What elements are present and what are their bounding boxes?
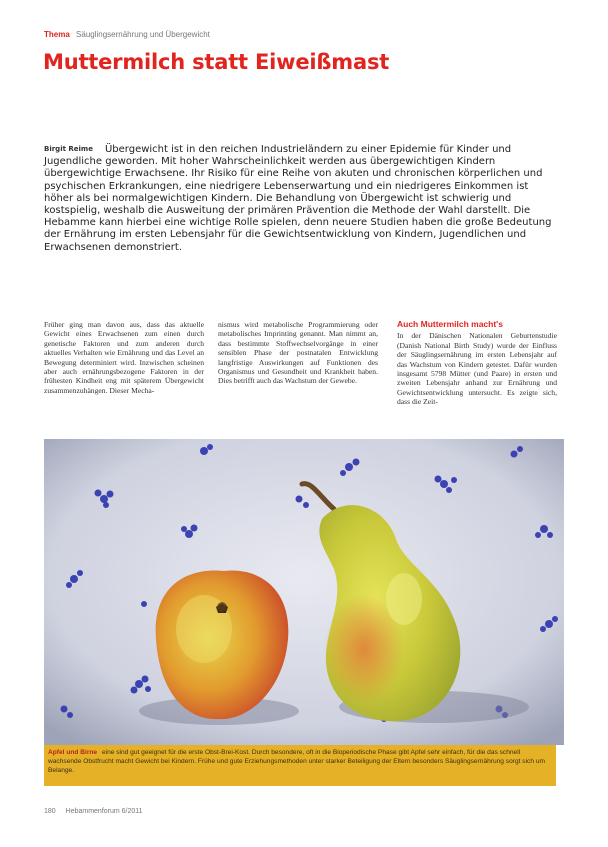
fruit-photo (44, 439, 564, 745)
lead-text: Übergewicht ist in den reichen Industrieländern zu einer Epidemie für Kinder und Jugendliche geworden. Mit hoher Wahrscheinlichkeit werden aus übergewichtigen Kindern übergewichtige Erwachsene. Ihr Risiko für eine Reihe von akuten und chronischen körperlichen und psychischen Erkrankungen, eine niedrigere Lebenserwartung und ein niedrigeres Einkommen ist höher als bei normalgewichtigen Kindern. Die Behandlung von Übergewicht ist schwierig und kostspielig, weshalb die Ausweitung der primären Prävention die Methode der Wahl darstellt. Die Hebamme kann hierbei eine wichtige Rolle spielen, denn neuere Studien haben die große Bedeutung der Ernährung im ersten Lebensjahr für die Gewichtsentwicklung von Kindern, Jugendlichen und Erwachsenen demonstriert. (44, 144, 552, 253)
body-column-1: Früher ging man davon aus, dass das aktuelle Gewicht eines Erwachsenen zum einen durch genetische Faktoren und zum anderen durch aktuelles Verhalten wie Ernährung und das Level an Bewegung determiniert wird. Inzwischen scheinen aber auch ernährungsbezogene Faktoren in der frühesten Kindheit eng mit späterem Übergewicht zusammenzuhängen. Dieser Mecha- (44, 320, 204, 395)
column-subhead: Auch Muttermilch macht's (397, 319, 503, 329)
publication-name: Hebammenforum 6/2011 (65, 808, 143, 815)
article-lead (44, 144, 556, 254)
caption-text: eine sind gut geeignet für die erste Obst-Brei-Kost. Durch besondere, oft in die Bioperiodische Phase gibt Apfel sehr einfach, für die das schnell wachsende Obstfrucht macht Gewicht bei Kindern. Frühe und gute Erziehungsmethoden unter starker Beteiligung der Eltern besonders Säuglingsernährung sorgt sich um Belange. (48, 749, 546, 774)
body-column-2: nismus wird metabolische Programmierung oder metabolisches Imprinting genannt. Man nimmt an, dass bestimmte Stoffwechselvorgänge in einer sensiblen Phase der postnatalen Entwicklung langfristige Auswirkungen auf Funktionen des Organismus und Gesundheit und Krankheit haben. Dies betrifft auch das Wachstum der Gewebe. (218, 320, 378, 386)
body-column-3 (397, 320, 557, 407)
caption-title: Apfel und Birne (48, 749, 98, 756)
apple-pear-illustration (44, 439, 564, 745)
author-name: Birgit Reime (44, 145, 93, 153)
article-headline: Muttermilch statt Eiweißmast (43, 50, 390, 74)
section-header (44, 30, 210, 39)
page-number: 180 (44, 808, 56, 815)
page-footer (44, 808, 143, 815)
body-column-3-text: In der Dänischen Nationalen Geburtenstudie (Danish National Birth Study) wurde der Einfluss der Säuglingsernährung im ersten Lebensjahr auf das Wachstum von Kindern getestet. Dafür wurden insgesamt 5798 Mütter (und Paare) in ersten und zweiten Lebensjahr anhand zur Ernährung und Gewichtsentwicklung untersucht. Es zeigte sich, dass die Zeit- (397, 331, 557, 407)
section-kicker: Thema (44, 30, 70, 39)
section-topic: Säuglingsernährung und Übergewicht (76, 30, 210, 39)
photo-caption (44, 745, 556, 786)
